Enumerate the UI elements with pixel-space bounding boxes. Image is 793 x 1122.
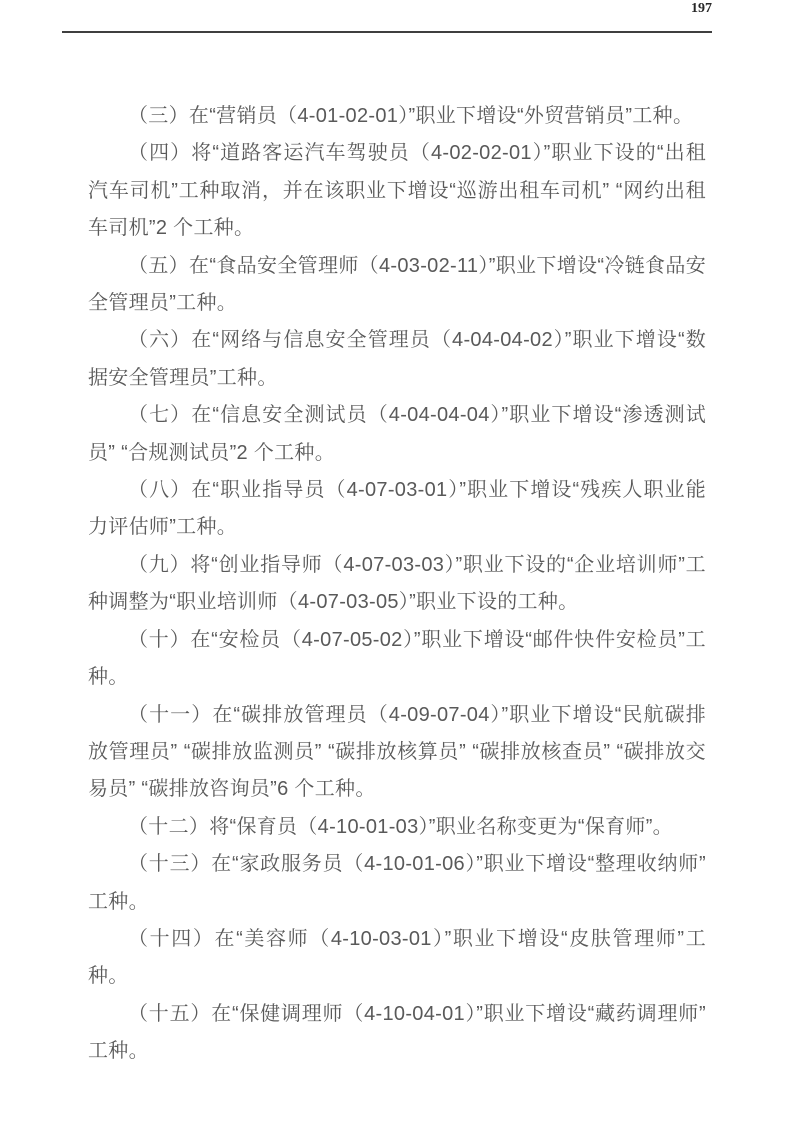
page-number: 197 [691, 1, 712, 16]
paragraph-item-11: （十一）在“碳排放管理员（4-09-07-04）”职业下增设“民航碳排放管理员” “碳排放监测员” “碳排放核算员” “碳排放核查员” “碳排放交易员” “碳排放咨询员”6 个工种。 [88, 703, 706, 801]
paragraph-item-7: （七）在“信息安全测试员（4-04-04-04）”职业下增设“渗透测试员” “合规测试员”2 个工种。 [88, 404, 706, 464]
paragraph-item-5: （五）在“食品安全管理师（4-03-02-11）”职业下增设“冷链食品安全管理员”工种。 [88, 254, 706, 315]
paragraph-item-9: （九）将“创业指导师（4-07-03-03）”职业下设的“企业培训师”工种调整为“职业培训师（4-07-03-05）”职业下设的工种。 [88, 553, 706, 614]
paragraph-item-10: （十）在“安检员（4-07-05-02）”职业下增设“邮件快件安检员”工种。 [88, 628, 706, 689]
paragraph-item-4: （四）将“道路客运汽车驾驶员（4-02-02-01）”职业下设的“出租汽车司机”工种取消，并在该职业下增设“巡游出租车司机” “网约出租车司机”2 个工种。 [88, 142, 706, 240]
paragraph-item-8: （八）在“职业指导员（4-07-03-01）”职业下增设“残疾人职业能力评估师”工种。 [88, 479, 706, 539]
paragraph-item-15: （十五）在“保健调理师（4-10-04-01）”职业下增设“藏药调理师”工种。 [88, 1002, 706, 1063]
paragraph-item-13: （十三）在“家政服务员（4-10-01-06）”职业下增设“整理收纳师”工种。 [88, 853, 706, 913]
header-rule [62, 31, 712, 33]
paragraph-item-6: （六）在“网络与信息安全管理员（4-04-04-02）”职业下增设“数据安全管理员”工种。 [88, 329, 706, 389]
paragraph-item-3: （三）在“营销员（4-01-02-01）”职业下增设“外贸营销员”工种。 [128, 105, 694, 127]
document-body [88, 98, 706, 1071]
paragraph-item-14: （十四）在“美容师（4-10-03-01）”职业下增设“皮肤管理师”工种。 [88, 927, 706, 988]
paragraph-item-12: （十二）将“保育员（4-10-01-03）”职业名称变更为“保育师”。 [128, 815, 673, 838]
